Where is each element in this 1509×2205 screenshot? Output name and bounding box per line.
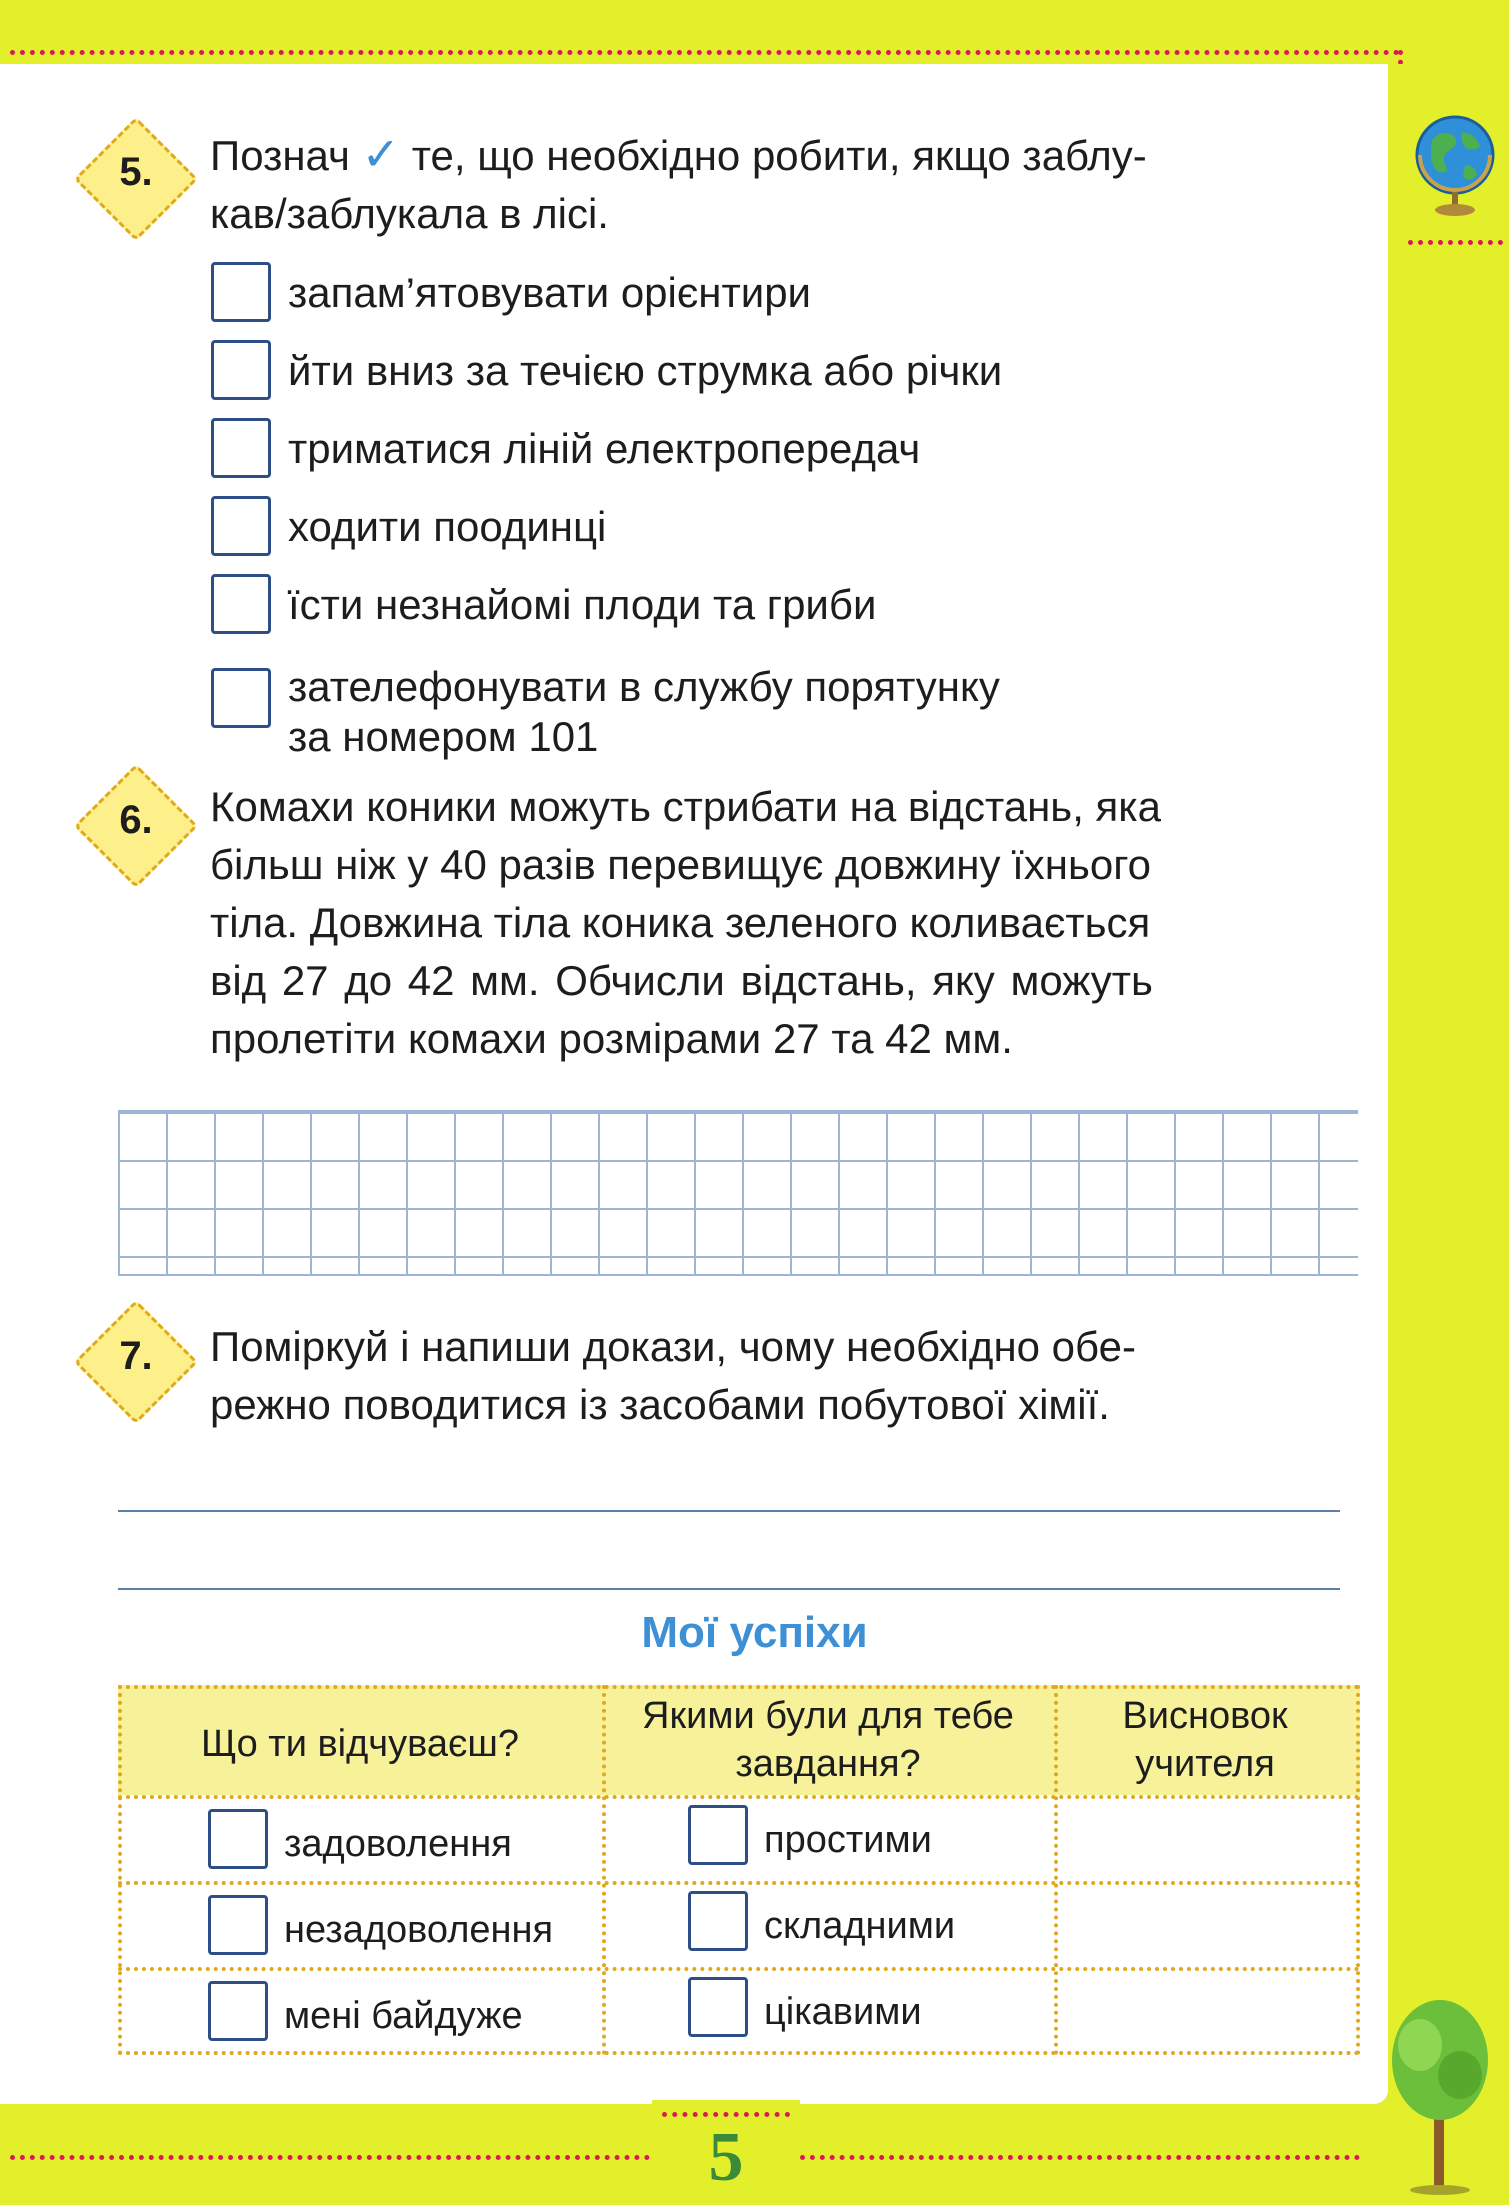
answer-line-1[interactable] <box>118 1510 1340 1512</box>
table-border-row2 <box>118 1967 1360 1971</box>
q5-option-5: їсти незнайомі плоди та гриби <box>288 581 877 628</box>
q6-line-1: Комахи коники можуть стрибати на відстань, яка <box>210 783 1161 830</box>
task-interesting-label: цікавими <box>764 1991 922 2033</box>
q5-option-2-checkbox[interactable] <box>211 340 271 400</box>
task-difficult-checkbox[interactable] <box>688 1891 748 1951</box>
q6-line-3: тіла. Довжина тіла коника зеленого коливається <box>210 899 1151 946</box>
page-number: 5 <box>708 2119 744 2196</box>
answer-grid[interactable] <box>118 1110 1358 1276</box>
q5-option-1: запам’ятовувати орієнтири <box>288 269 812 316</box>
q7-line-2: режно поводитися із засобами побутової хімії. <box>210 1381 1110 1428</box>
q5-option-6-checkbox[interactable] <box>211 668 271 728</box>
col3-header-line2: учителя <box>1135 1743 1275 1785</box>
q5-option-5-checkbox[interactable] <box>211 574 271 634</box>
col2-header-line1: Якими були для тебе <box>642 1695 1014 1737</box>
table-border-top <box>118 1685 1360 1689</box>
feeling-unsatisfied-label: незадоволення <box>284 1909 554 1951</box>
bottom-dotted-left <box>10 2155 650 2160</box>
q7-number: 7. <box>119 1334 153 1378</box>
q5-option-6: зателефонувати в службу порятунку <box>288 663 1000 710</box>
q5-option-4: ходити поодинці <box>288 503 607 550</box>
q5-number: 5. <box>119 150 153 194</box>
success-table <box>118 1685 1360 2055</box>
table-border-row1 <box>118 1881 1360 1885</box>
q5-prompt-after: те, що необхідно робити, якщо заблу- <box>411 132 1147 179</box>
col2-header-line2: завдання? <box>735 1743 921 1785</box>
q5-option-3: триматися ліній електропередач <box>288 425 921 472</box>
col3-header-line1: Висновок <box>1122 1695 1288 1737</box>
table-border-right <box>1356 1685 1360 2055</box>
table-border-header <box>118 1795 1360 1799</box>
task-simple-label: простими <box>764 1819 932 1861</box>
table-border-col2 <box>1054 1685 1058 2055</box>
feeling-unsatisfied-checkbox[interactable] <box>208 1895 268 1955</box>
q6-line-4: від 27 до 42 мм. Обчисли відстань, яку можуть <box>210 957 1153 1004</box>
feeling-satisfied-label: задоволення <box>284 1823 512 1865</box>
feeling-indifferent-checkbox[interactable] <box>208 1981 268 2041</box>
task-difficult-label: складними <box>764 1905 956 1947</box>
q6-number: 6. <box>119 798 153 842</box>
q7-line-1: Поміркуй і напиши докази, чому необхідно обе- <box>210 1323 1136 1370</box>
feeling-indifferent-label: мені байдуже <box>284 1995 523 2037</box>
q5-prompt <box>210 125 1147 185</box>
q5-option-1-checkbox[interactable] <box>211 262 271 322</box>
page-number-tab-dots <box>662 2112 790 2117</box>
q5-prompt-line2: кав/заблукала в лісі. <box>210 190 609 237</box>
tree-icon <box>1380 1990 1500 2195</box>
feeling-satisfied-checkbox[interactable] <box>208 1809 268 1869</box>
check-mark-icon: ✓ <box>361 128 401 180</box>
q5-option-2: йти вниз за течією струмка або річки <box>288 347 1003 394</box>
q5-option-4-checkbox[interactable] <box>211 496 271 556</box>
q5-option-3-checkbox[interactable] <box>211 418 271 478</box>
globe-icon <box>1410 110 1500 220</box>
q5-prompt-before: Познач <box>210 132 350 179</box>
bottom-dotted-right <box>800 2155 1360 2160</box>
q5-option-6-line2: за номером 101 <box>288 713 599 760</box>
success-title: Мої успіхи <box>641 1608 868 1657</box>
answer-line-2[interactable] <box>118 1588 1340 1590</box>
col1-header: Що ти відчуваєш? <box>200 1723 519 1765</box>
q6-line-5: пролетіти комахи розмірами 27 та 42 мм. <box>210 1015 1013 1062</box>
top-dotted-border <box>10 50 1400 55</box>
table-border-bottom <box>118 2051 1360 2055</box>
table-border-col1 <box>602 1685 606 2055</box>
q6-line-2: більш ніж у 40 разів перевищує довжину їхнього <box>210 841 1152 888</box>
right-tab-dots <box>1408 240 1503 245</box>
task-simple-checkbox[interactable] <box>688 1805 748 1865</box>
task-interesting-checkbox[interactable] <box>688 1977 748 2037</box>
